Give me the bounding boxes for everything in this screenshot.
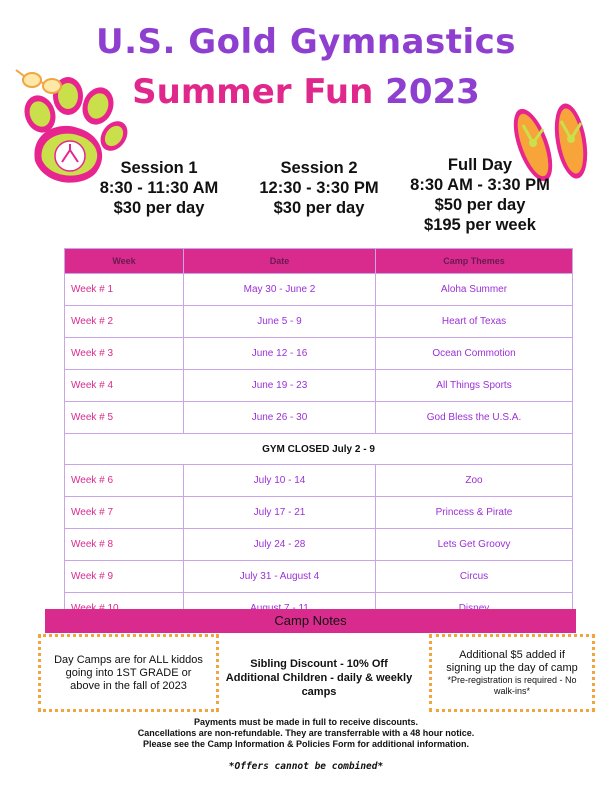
date-cell: July 24 - 28: [184, 529, 376, 561]
week-cell: Week # 3: [65, 338, 184, 370]
full-day-info: [395, 155, 565, 235]
session-2-info: [244, 158, 394, 218]
theme-cell: Ocean Commotion: [376, 338, 573, 370]
date-cell: June 19 - 23: [184, 370, 376, 402]
theme-cell: Circus: [376, 561, 573, 593]
session-1-info: [84, 158, 234, 218]
date-cell: July 17 - 21: [184, 497, 376, 529]
week-cell: Week # 5: [65, 402, 184, 434]
camp-schedule-table: [64, 248, 573, 625]
week-cell: Week # 7: [65, 497, 184, 529]
subtitle-year: 2023: [385, 72, 480, 112]
age-requirement-note: [38, 634, 219, 712]
table-row: [65, 529, 573, 561]
date-cell: July 31 - August 4: [184, 561, 376, 593]
column-header-week: Week: [65, 249, 184, 274]
offers-disclaimer: *Offers cannot be combined*: [228, 761, 384, 772]
table-row: [65, 306, 573, 338]
late-signup-text: Additional $5 added if signing up the day of camp: [446, 649, 578, 674]
table-row: [65, 402, 573, 434]
week-cell: Week # 4: [65, 370, 184, 402]
date-cell: June 26 - 30: [184, 402, 376, 434]
session-weekly-price: $195 per week: [424, 216, 536, 234]
session-time: 8:30 - 11:30 AM: [99, 179, 219, 197]
theme-cell: Lets Get Groovy: [376, 529, 573, 561]
payment-line: Payments must be made in full to receive discounts.: [193, 717, 419, 727]
theme-cell: All Things Sports: [376, 370, 573, 402]
session-price: $30 per day: [113, 199, 205, 217]
date-cell: July 10 - 14: [184, 465, 376, 497]
session-name: Session 1: [120, 159, 198, 177]
date-cell: May 30 - June 2: [184, 274, 376, 306]
theme-cell: Aloha Summer: [376, 274, 573, 306]
week-cell: Week # 8: [65, 529, 184, 561]
session-name: Session 2: [280, 159, 358, 177]
theme-cell: God Bless the U.S.A.: [376, 402, 573, 434]
column-header-date: Date: [184, 249, 376, 274]
payment-policy: [0, 717, 612, 750]
column-header-themes: Camp Themes: [376, 249, 573, 274]
sibling-discount-note: Sibling Discount - 10% Off Additional Children - daily & weekly camps: [225, 658, 413, 698]
theme-cell: Heart of Texas: [376, 306, 573, 338]
table-row: [65, 561, 573, 593]
closed-notice-row: [65, 434, 573, 465]
cancellation-line: Cancellations are non-refundable. They are transferrable with a 48 hour notice.: [137, 728, 475, 738]
date-cell: June 5 - 9: [184, 306, 376, 338]
week-cell: Week # 9: [65, 561, 184, 593]
subtitle-text: Summer Fun: [132, 72, 386, 112]
gym-closed-notice: GYM CLOSED July 2 - 9: [65, 434, 573, 465]
table-row: [65, 465, 573, 497]
table-row: [65, 338, 573, 370]
table-row: [65, 274, 573, 306]
late-signup-note: [429, 634, 595, 712]
page-title: U.S. Gold Gymnastics: [95, 22, 517, 62]
camp-notes-header: Camp Notes: [45, 609, 576, 633]
table-row: [65, 370, 573, 402]
session-time: 12:30 - 3:30 PM: [259, 179, 379, 197]
table-row: [65, 497, 573, 529]
week-cell: Week # 2: [65, 306, 184, 338]
pre-registration-text: *Pre-registration is required - No walk-ins*: [447, 675, 577, 696]
session-name: Full Day: [447, 156, 513, 174]
theme-cell: Zoo: [376, 465, 573, 497]
week-cell: Week # 1: [65, 274, 184, 306]
age-requirement-text: Day Camps are for ALL kiddos going into 1ST GRADE or above in the fall of 2023: [54, 653, 203, 692]
theme-cell: Princess & Pirate: [376, 497, 573, 529]
policy-form-line: Please see the Camp Information & Policies Form for additional information.: [142, 739, 470, 749]
week-cell: Week # 6: [65, 465, 184, 497]
session-price: $30 per day: [273, 199, 365, 217]
session-time: 8:30 AM - 3:30 PM: [410, 176, 550, 194]
table-header-row: [65, 249, 573, 274]
date-cell: June 12 - 16: [184, 338, 376, 370]
session-price: $50 per day: [434, 196, 526, 214]
